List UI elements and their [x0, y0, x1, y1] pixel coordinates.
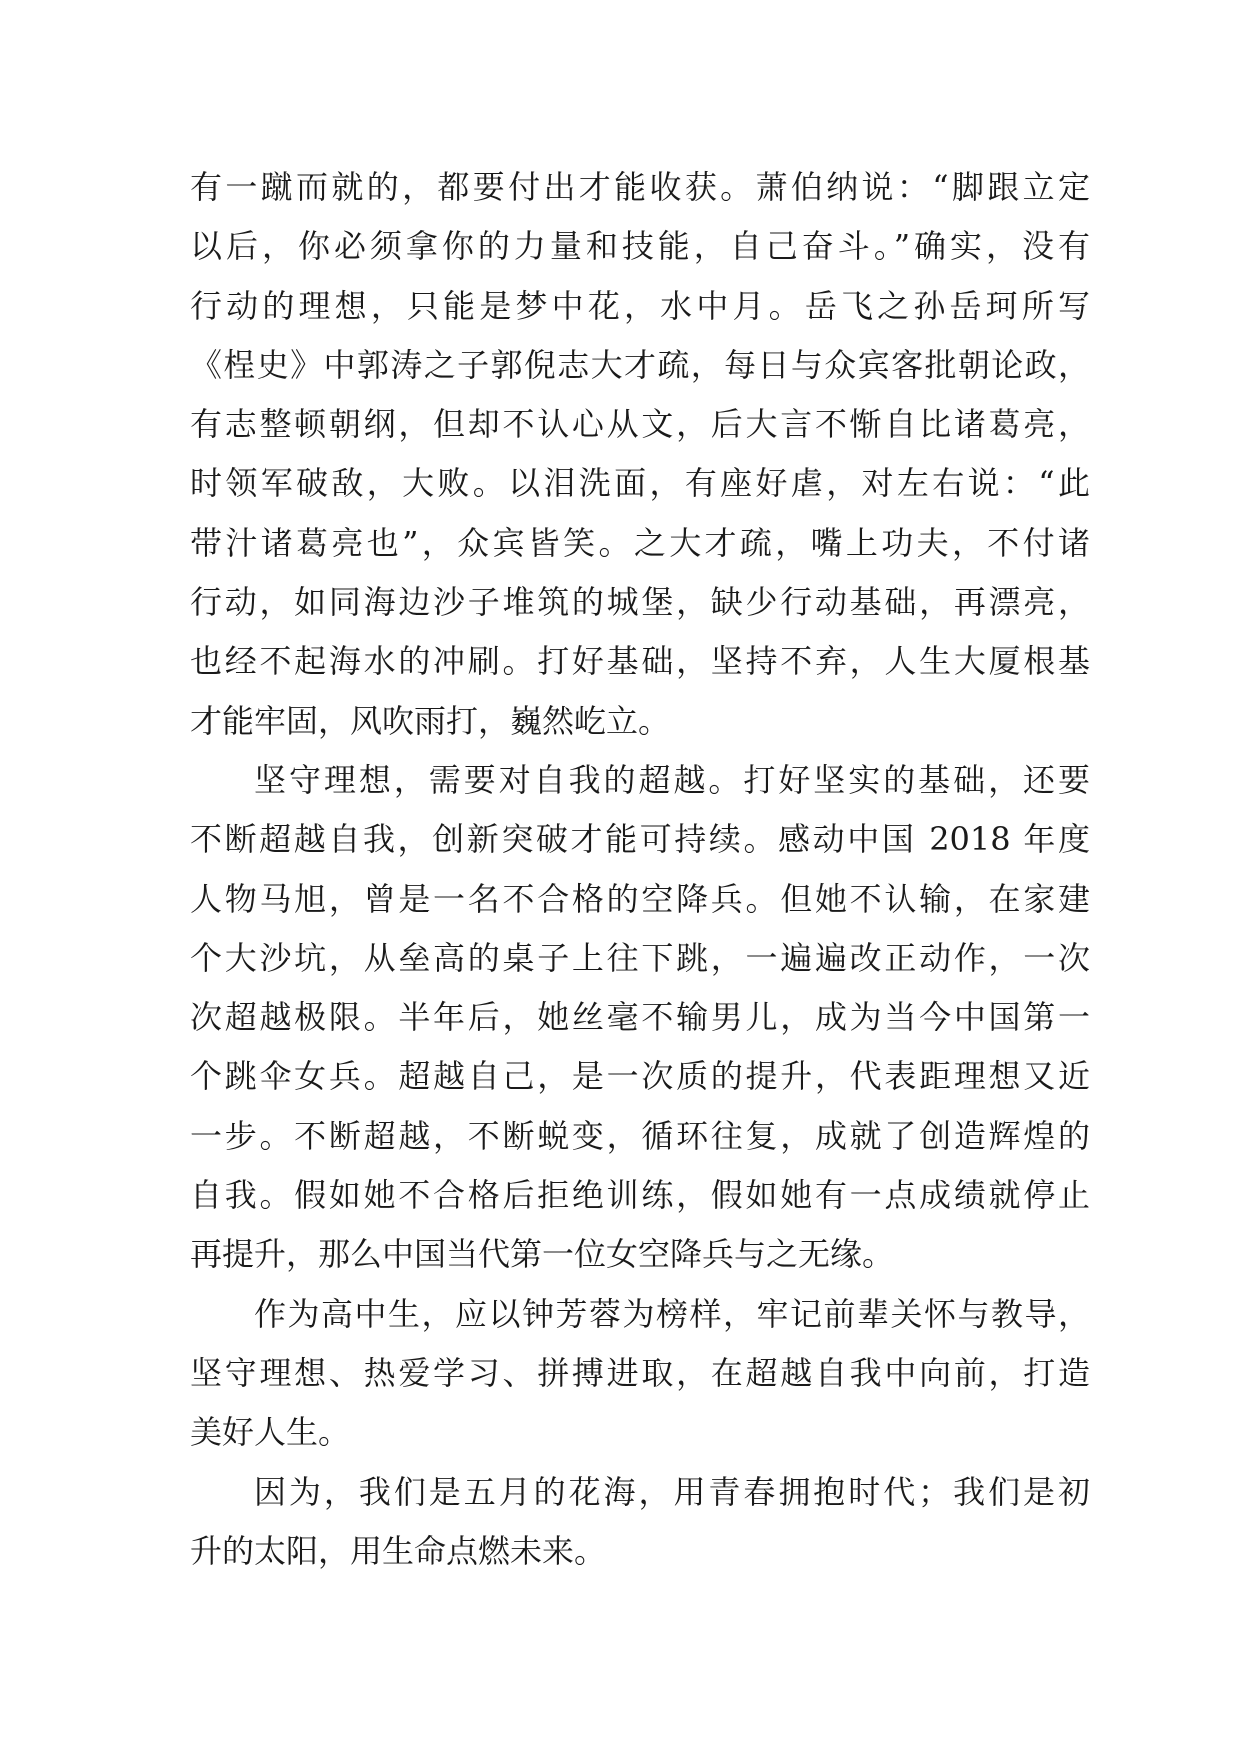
text-line: 再提升，那么中国当代第一位女空降兵与之无缘。: [190, 1235, 895, 1274]
text-line: 带汁诸葛亮也”，众宾皆笑。之大才疏，嘴上功夫，不付诸: [190, 523, 1090, 562]
text-line: 升的太阳，用生命点燃未来。: [190, 1531, 607, 1570]
text-line: 坚守理想、热爱学习、拼搏进取，在超越自我中向前，打造: [190, 1353, 1090, 1392]
text-line: 才能牢固，风吹雨打，巍然屹立。: [190, 701, 671, 740]
text-line: 人物马旭，曾是一名不合格的空降兵。但她不认输，在家建: [190, 879, 1090, 918]
text-line: 时领军破敌，大败。以泪洗面，有座好虐，对左右说：“此: [190, 464, 1090, 503]
text-line: 自我。假如她不合格后拒绝训练，假如她有一点成绩就停止: [190, 1176, 1090, 1215]
text-line: 美好人生。: [190, 1413, 351, 1452]
paragraph-first-line: 坚守理想，需要对自我的超越。打好坚实的基础，还要: [254, 760, 1090, 799]
paragraph-first-line: 作为高中生，应以钟芳蓉为榜样，牢记前辈关怀与教导，: [254, 1294, 1090, 1333]
text-line: 不断超越自我，创新突破才能可持续。感动中国 2018 年度: [190, 820, 1090, 859]
text-line: 一步。不断超越，不断蜕变，循环往复，成就了创造辉煌的: [190, 1116, 1090, 1155]
text-line: 有志整顿朝纲，但却不认心从文，后大言不惭自比诸葛亮，: [190, 405, 1090, 444]
text-line: 以后，你必须拿你的力量和技能，自己奋斗。”确实，没有: [190, 227, 1090, 266]
text-line: 行动，如同海边沙子堆筑的城堡，缺少行动基础，再漂亮，: [190, 583, 1090, 622]
text-line: 行动的理想，只能是梦中花，水中月。岳飞之孙岳珂所写: [190, 286, 1090, 325]
text-line: 《桯史》中郭涛之子郭倪志大才疏，每日与众宾客批朝论政，: [190, 345, 1090, 384]
text-line: 也经不起海水的冲刷。打好基础，坚持不弃，人生大厦根基: [190, 642, 1090, 681]
text-line: 个跳伞女兵。超越自己，是一次质的提升，代表距理想又近: [190, 1057, 1090, 1096]
text-line: 有一蹴而就的，都要付出才能收获。萧伯纳说：“脚跟立定: [190, 168, 1090, 206]
text-line: 个大沙坑，从垒高的桌子上往下跳，一遍遍改正动作，一次: [190, 938, 1090, 977]
paragraph-first-line: 因为，我们是五月的花海，用青春拥抱时代；我们是初: [254, 1472, 1090, 1511]
text-line: 次超越极限。半年后，她丝毫不输男儿，成为当今中国第一: [190, 998, 1090, 1037]
document-body: [190, 158, 1090, 1581]
